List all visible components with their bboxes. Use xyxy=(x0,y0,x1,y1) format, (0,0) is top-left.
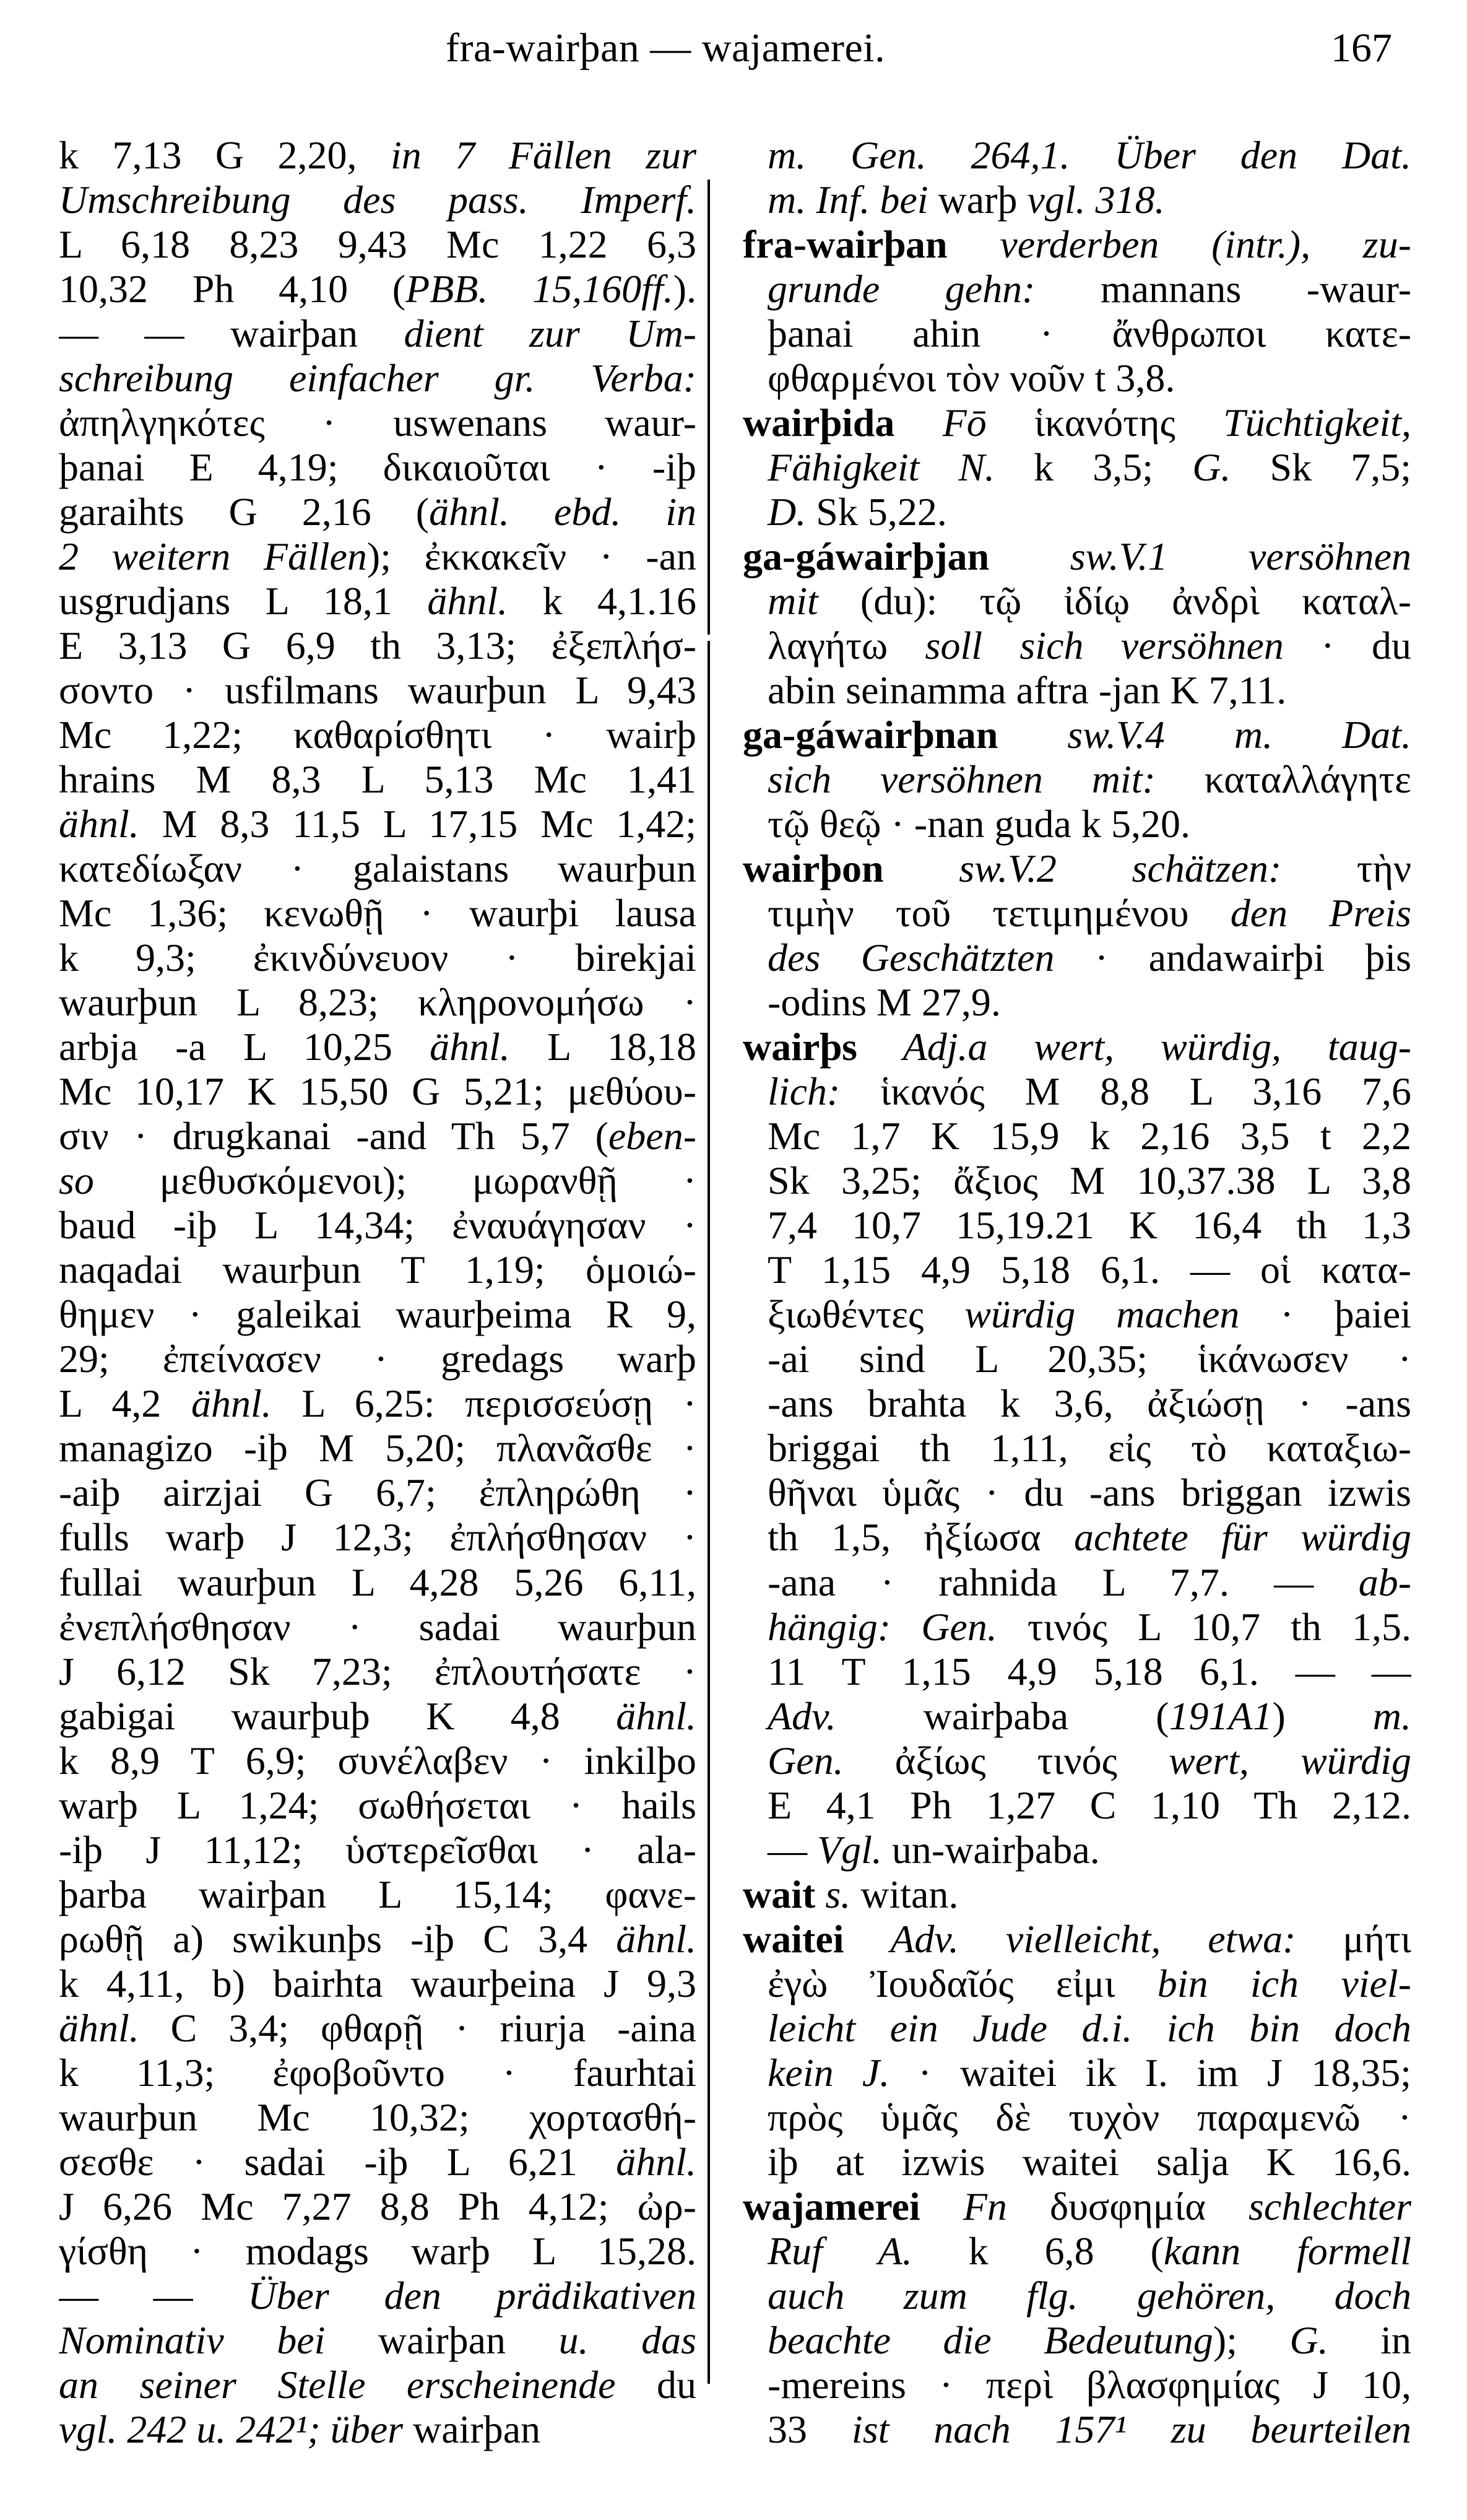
text-line xyxy=(59,356,696,401)
left-column xyxy=(59,133,696,2452)
dictionary-entry-line xyxy=(743,2184,1411,2229)
entry-text: iþ at izwis waitei salja K 16,6. xyxy=(768,2139,1411,2184)
headword: fra-wairþan xyxy=(743,222,948,267)
text-line xyxy=(743,1337,1411,1381)
dictionary-entry-line xyxy=(743,222,1411,267)
entry-text: -iþ J 11,12; ὑστερεῖσθαι · ala- xyxy=(59,1827,696,1872)
text-line xyxy=(59,222,696,267)
text-line xyxy=(743,1649,1411,1694)
entry-text: arbja -a L 10,25 xyxy=(59,1025,430,1069)
text-line xyxy=(59,534,696,579)
text-line xyxy=(743,668,1411,713)
text-line xyxy=(59,936,696,980)
entry-text: Vgl. xyxy=(817,1827,882,1872)
text-line xyxy=(743,2363,1411,2407)
entry-text: managizo -iþ M 5,20; πλανᾶσθε · xyxy=(59,1426,696,1471)
entry-text: L 4,2 xyxy=(59,1381,191,1426)
entry-text: hrains M 8,3 L 5,13 Mc 1,41 xyxy=(59,757,696,802)
entry-text: ἐγὼ Ἰουδαῖός εἰμι xyxy=(768,1961,1158,2005)
entry-text: Mc 1,7 K 15,9 k 2,16 3,5 t 2,2 xyxy=(768,1114,1411,1158)
text-line xyxy=(743,133,1411,178)
entry-text: dient zur Um- xyxy=(404,311,696,356)
entry-text: Gen. xyxy=(768,1738,844,1783)
text-line xyxy=(59,623,696,668)
text-line xyxy=(743,2229,1411,2274)
entry-text: vgl. 318. xyxy=(1027,178,1165,222)
entry-text: E 3,13 G 6,9 th 3,13; ἐξεπλήσ- xyxy=(59,623,696,668)
entry-text: beachte die Bedeutung xyxy=(768,2318,1213,2362)
entry-text: -mereins · περὶ βλασφημίας J 10, xyxy=(768,2362,1411,2407)
text-line xyxy=(743,1426,1411,1471)
header-title: fra-wairþan — wajamerei. xyxy=(446,25,886,71)
headword: wairþs xyxy=(743,1025,857,1069)
entry-text: · andawairþi þis xyxy=(1054,936,1411,980)
text-line xyxy=(743,2274,1411,2318)
text-line xyxy=(59,2407,696,2452)
text-line xyxy=(59,1872,696,1917)
entry-text: Mc 10,17 K 15,50 G 5,21; μεθύου- xyxy=(59,1069,696,1114)
dictionary-entry-line xyxy=(743,1872,1411,1917)
text-line xyxy=(59,579,696,623)
text-line xyxy=(59,1426,696,1471)
entry-text: m. Gen. 264,1. Über den Dat. xyxy=(768,133,1411,177)
entry-text: soll sich versöhnen xyxy=(925,623,1284,668)
entry-text: D. xyxy=(768,490,807,534)
text-line xyxy=(59,980,696,1025)
entry-text: — xyxy=(768,1827,817,1872)
entry-text: ἀπηλγηκότες · uswenans waur- xyxy=(59,401,696,445)
entry-text: þanai ahin · ἄνθρωποι κατε- xyxy=(768,311,1411,356)
entry-text: wairþaba ( xyxy=(836,1693,1169,1738)
headword: wait xyxy=(743,1872,816,1916)
text-line xyxy=(59,1515,696,1560)
headword: wajamerei xyxy=(743,2184,920,2228)
entry-text: φθαρμένοι τὸν νοῦν t 3,8. xyxy=(768,356,1175,401)
text-line xyxy=(59,1605,696,1649)
text-line xyxy=(743,1605,1411,1649)
text-line xyxy=(743,757,1411,802)
text-line xyxy=(743,1560,1411,1605)
entry-text: kann formell xyxy=(1163,2228,1411,2273)
entry-text: auch zum flg. gehören, doch xyxy=(768,2273,1411,2318)
entry-text: wairþan xyxy=(403,2407,541,2451)
entry-text: so xyxy=(59,1158,94,1203)
text-line xyxy=(59,1025,696,1069)
entry-text: -aiþ airzjai G 6,7; ἐπληρώθη · xyxy=(59,1471,696,1515)
entry-text: -ans brahta k 3,6, ἀξιώσῃ · -ans xyxy=(768,1381,1411,1426)
text-line xyxy=(743,1828,1411,1872)
dictionary-entry-line xyxy=(743,534,1411,579)
entry-text: sw.V.2 schätzen: xyxy=(883,846,1282,891)
entry-text: ähnl. ebd. in xyxy=(429,490,696,534)
entry-text: · þaiei xyxy=(1239,1292,1411,1337)
text-line xyxy=(59,891,696,936)
entry-text: ähnl. xyxy=(616,2139,696,2184)
page-number: 167 xyxy=(1331,25,1392,71)
text-line xyxy=(59,1069,696,1114)
entry-text: baud -iþ L 14,34; ἐναυάγησαν · xyxy=(59,1203,696,1248)
entry-text: Mc 1,22; καθαρίσθητι · wairþ xyxy=(59,713,696,757)
entry-text: in xyxy=(1328,2318,1411,2362)
text-line xyxy=(59,2229,696,2274)
entry-text: garaihts G 2,16 ( xyxy=(59,490,430,534)
entry-text: witan. xyxy=(850,1872,959,1916)
entry-text: k 7,13 G 2,20, xyxy=(59,133,391,177)
text-line xyxy=(59,1203,696,1248)
text-line xyxy=(743,1292,1411,1337)
entry-text: th 1,5, ἠξίωσα xyxy=(768,1515,1074,1560)
entry-text: un-wairþaba. xyxy=(881,1827,1100,1872)
entry-text: 191A1 xyxy=(1169,1693,1273,1738)
text-line xyxy=(59,2051,696,2095)
entry-text: fulls warþ J 12,3; ἐπλήσθησαν · xyxy=(59,1515,696,1560)
entry-text: — — wairþan xyxy=(59,311,404,356)
text-line xyxy=(59,1828,696,1872)
text-line xyxy=(743,980,1411,1025)
entry-text: k 9,3; ἐκινδύνευον · birekjai xyxy=(59,936,696,980)
text-line xyxy=(59,490,696,534)
entry-text: 33 xyxy=(768,2407,852,2451)
text-line xyxy=(59,2140,696,2184)
text-line xyxy=(743,490,1411,534)
entry-text: E 4,1 Ph 1,27 C 1,10 Th 2,12. xyxy=(768,1783,1411,1827)
text-line xyxy=(59,713,696,757)
entry-text: Mc 1,36; κενωθῇ · waurþi lausa xyxy=(59,891,696,936)
entry-text: ähnl. xyxy=(191,1381,272,1426)
entry-text: κατεδίωξαν · galaistans waurþun xyxy=(59,846,696,891)
text-line xyxy=(59,2363,696,2407)
entry-text: þarba wairþan L 15,14; φανε- xyxy=(59,1872,696,1916)
entry-text: L 6,25: περισσεύσῃ · xyxy=(271,1381,696,1426)
entry-text: in 7 Fällen zur xyxy=(391,133,696,177)
running-header xyxy=(0,25,1467,93)
text-line xyxy=(59,445,696,490)
entry-text: -ai sind L 20,35; ἱκάνωσεν · xyxy=(768,1337,1411,1381)
dictionary-entry-line xyxy=(743,401,1411,445)
entry-text: PBB. 15,160ff. xyxy=(405,267,673,311)
text-line xyxy=(59,267,696,311)
entry-text: τινός L 10,7 th 1,5. xyxy=(997,1604,1411,1649)
dictionary-entry-line xyxy=(743,1025,1411,1069)
entry-text: bin ich viel- xyxy=(1157,1961,1411,2005)
text-line xyxy=(59,178,696,222)
entry-text: τῷ θεῷ · -nan guda k 5,20. xyxy=(768,802,1190,846)
text-line xyxy=(59,846,696,891)
entry-text: abin seinamma aftra -jan K 7,11. xyxy=(768,668,1287,713)
entry-text: schreibung einfacher gr. Verba: xyxy=(59,356,696,401)
text-line xyxy=(743,1962,1411,2006)
text-line xyxy=(59,668,696,713)
text-line xyxy=(59,1381,696,1426)
text-line xyxy=(59,1560,696,1605)
entry-text: · waitei ik I. im J 18,35; xyxy=(889,2050,1411,2095)
entry-text: eben- xyxy=(608,1114,696,1158)
text-line xyxy=(59,311,696,356)
text-line xyxy=(743,1381,1411,1426)
entry-text: waurþun Mc 10,32; χορτασθή- xyxy=(59,2095,696,2139)
entry-text: Umschreibung des pass. Imperf. xyxy=(59,178,696,222)
entry-text: wert, würdig xyxy=(1169,1738,1411,1783)
entry-text: sw.V.1 versöhnen xyxy=(989,534,1411,579)
entry-text: verderben (intr.), zu- xyxy=(947,222,1411,267)
headword: ga-gáwairþnan xyxy=(743,713,998,757)
text-line xyxy=(59,1783,696,1828)
entry-text: Ruf A. xyxy=(768,2228,912,2273)
entry-text: ähnl. xyxy=(59,802,139,846)
entry-text: ist nach 157¹ zu beurteilen xyxy=(851,2407,1411,2451)
entry-text: δυσφημία xyxy=(1006,2184,1249,2228)
text-line xyxy=(743,579,1411,623)
entry-text: usgrudjans L 18,1 xyxy=(59,579,428,623)
entry-text: u. das xyxy=(558,2318,696,2362)
entry-text: Fn xyxy=(920,2184,1007,2228)
text-line xyxy=(59,1337,696,1381)
entry-text: hängig: Gen. xyxy=(768,1604,997,1649)
entry-text: ρωθῇ a) swikunþs -iþ C 3,4 xyxy=(59,1916,617,1961)
text-line xyxy=(743,1114,1411,1158)
entry-text: G. xyxy=(1289,2318,1328,2362)
entry-text: k 4,1.16 xyxy=(508,579,696,623)
entry-text: Nominativ bei xyxy=(59,2318,326,2362)
text-line xyxy=(743,1248,1411,1292)
entry-text: -odins M 27,9. xyxy=(768,980,1001,1025)
entry-text: C 3,4; φθαρῇ · riurja -aina xyxy=(139,2005,696,2050)
entry-text: s. xyxy=(815,1872,851,1916)
entry-text: · du xyxy=(1283,623,1411,668)
entry-text: waurþun L 8,23; κληρονομήσω · xyxy=(59,980,696,1025)
text-line xyxy=(743,1739,1411,1783)
entry-text: Fähigkeit N. xyxy=(768,445,995,490)
entry-text: μεθυσκόμενοι); μωρανθῇ · xyxy=(93,1158,696,1203)
entry-text: mit xyxy=(768,579,818,623)
text-line xyxy=(743,178,1411,222)
entry-text: M 8,3 11,5 L 17,15 Mc 1,42; xyxy=(139,802,696,846)
entry-text: (du): τῷ ἰδίῳ ἀνδρὶ καταλ- xyxy=(818,579,1411,623)
entry-text: lich: xyxy=(768,1069,841,1114)
text-line xyxy=(59,2318,696,2363)
entry-text: des Geschätzten xyxy=(768,936,1055,980)
entry-text: 29; ἐπείνασεν · gredags warþ xyxy=(59,1337,696,1381)
text-line xyxy=(59,757,696,802)
entry-text: Sk 5,22. xyxy=(806,490,947,534)
text-line xyxy=(743,1471,1411,1515)
entry-text: sw.V.4 m. Dat. xyxy=(998,713,1411,757)
text-line xyxy=(59,1917,696,1962)
text-line xyxy=(743,802,1411,846)
text-line xyxy=(743,2407,1411,2452)
entry-text: du xyxy=(615,2362,696,2407)
entry-text: L 18,18 xyxy=(509,1025,696,1069)
text-line xyxy=(743,1694,1411,1739)
divider-segment xyxy=(708,641,710,2384)
text-line xyxy=(743,1203,1411,1248)
text-line xyxy=(59,401,696,445)
entry-text: λαγήτω xyxy=(768,623,925,668)
right-column xyxy=(743,133,1411,2452)
entry-text: ähnl. xyxy=(430,1025,510,1069)
entry-text: naqadai waurþun T 1,19; ὁμοιώ- xyxy=(59,1248,696,1292)
entry-text: σιν · drugkanai -and Th 5,7 ( xyxy=(59,1114,608,1158)
text-line xyxy=(59,1471,696,1515)
text-line xyxy=(743,1158,1411,1203)
entry-text: ähnl. xyxy=(616,1693,696,1738)
entry-text: m. Inf. bei xyxy=(768,178,928,222)
entry-text: leicht ein Jude d.i. ich bin doch xyxy=(768,2005,1411,2050)
entry-text: ἱκανός M 8,8 L 3,16 7,6 xyxy=(840,1069,1411,1114)
text-line xyxy=(59,1248,696,1292)
headword: waitei xyxy=(743,1916,844,1961)
entry-text: warþ L 1,24; σωθήσεται · hails xyxy=(59,1783,696,1827)
text-line xyxy=(59,2095,696,2140)
text-line xyxy=(59,802,696,846)
entry-text: πρὸς ὑμᾶς δὲ τυχὸν παραμενῶ · xyxy=(768,2095,1411,2139)
entry-text: Adj.a wert, würdig, taug- xyxy=(857,1025,1411,1069)
entry-text: Sk 3,25; ἄξιος M 10,37.38 L 3,8 xyxy=(768,1158,1411,1203)
entry-text: warþ xyxy=(928,178,1028,222)
text-line xyxy=(743,2318,1411,2363)
text-line xyxy=(743,356,1411,401)
headword: wairþida xyxy=(743,401,895,445)
entry-text: mannans -waur- xyxy=(1035,267,1411,311)
entry-text: gabigai waurþuþ K 4,8 xyxy=(59,1693,617,1738)
entry-text: σοντο · usfilmans waurþun L 9,43 xyxy=(59,668,696,713)
entry-text: vgl. 242 u. 242¹; über xyxy=(59,2407,403,2451)
text-line xyxy=(59,1962,696,2006)
text-line xyxy=(59,1649,696,1694)
entry-text: ἀξίως τινός xyxy=(843,1738,1169,1783)
dictionary-entry-line xyxy=(743,1917,1411,1962)
entry-text: m. xyxy=(1372,1693,1411,1738)
entry-text: τὴν xyxy=(1281,846,1411,891)
entry-text: Adv. vielleicht, etwa: xyxy=(844,1916,1296,1961)
entry-text: Tüchtigkeit, xyxy=(1223,401,1411,445)
entry-text: θῆναι ὑμᾶς · du -ans briggan izwis xyxy=(768,1471,1411,1515)
entry-text: J 6,26 Mc 7,27 8,8 Ph 4,12; ὠρ- xyxy=(59,2184,696,2228)
headword: ga-gáwairþjan xyxy=(743,534,990,579)
text-line xyxy=(59,1158,696,1203)
text-line xyxy=(743,1069,1411,1114)
entry-text: sich versöhnen mit: xyxy=(768,757,1156,802)
entry-text: J 6,12 Sk 7,23; ἐπλουτήσατε · xyxy=(59,1649,696,1693)
text-line xyxy=(59,2184,696,2229)
text-line xyxy=(743,445,1411,490)
entry-text: k 3,5; xyxy=(995,445,1193,490)
text-line xyxy=(743,2006,1411,2051)
entry-text: — — xyxy=(59,2273,248,2318)
entry-text: ξιωθέντες xyxy=(768,1292,965,1337)
text-line xyxy=(59,1739,696,1783)
entry-text: schlechter xyxy=(1248,2184,1411,2228)
entry-text: 2 weitern Fällen xyxy=(59,534,367,579)
entry-text: σεσθε · sadai -iþ L 6,21 xyxy=(59,2139,617,2184)
entry-text: ); xyxy=(1213,2318,1290,2362)
entry-text: L 6,18 8,23 9,43 Mc 1,22 6,3 xyxy=(59,222,696,267)
text-line xyxy=(59,1694,696,1739)
entry-text: ähnl. xyxy=(427,579,508,623)
entry-text: ähnl. xyxy=(59,2005,139,2050)
divider-segment xyxy=(708,180,710,635)
entry-text: 11 T 1,15 4,9 5,18 6,1. — — xyxy=(768,1649,1411,1693)
text-line xyxy=(743,891,1411,936)
entry-text: γίσθη · modags warþ L 15,28. xyxy=(59,2228,696,2273)
text-line xyxy=(743,936,1411,980)
entry-text: ἐνεπλήσθησαν · sadai waurþun xyxy=(59,1604,696,1649)
entry-text: k 6,8 ( xyxy=(912,2228,1164,2273)
entry-text: achtete für würdig xyxy=(1073,1515,1411,1560)
entry-text: kein J. xyxy=(768,2050,890,2095)
entry-text: Über den prädikativen xyxy=(248,2273,696,2318)
entry-text: den Preis xyxy=(1230,891,1411,936)
text-line xyxy=(59,1292,696,1337)
entry-text: þanai E 4,19; δικαιοῦται · -iþ xyxy=(59,445,696,490)
entry-text: -ana · rahnida L 7,7. — xyxy=(768,1560,1359,1604)
entry-text: T 1,15 4,9 5,18 6,1. — οἱ κατα- xyxy=(768,1248,1411,1292)
entry-text: θημεν · galeikai waurþeima R 9, xyxy=(59,1292,696,1337)
text-line xyxy=(743,2095,1411,2140)
entry-text: an seiner Stelle erscheinende xyxy=(59,2362,616,2407)
text-line xyxy=(743,311,1411,356)
entry-text: fullai waurþun L 4,28 5,26 6,11, xyxy=(59,1560,696,1604)
entry-text: würdig machen xyxy=(964,1292,1240,1337)
entry-text: k 11,3; ἐφοβοῦντο · faurhtai xyxy=(59,2050,696,2095)
dictionary-entry-line xyxy=(743,713,1411,757)
entry-text: grunde gehn: xyxy=(768,267,1036,311)
entry-text: 10,32 Ph 4,10 ( xyxy=(59,267,406,311)
text-line xyxy=(743,1515,1411,1560)
entry-text: μήτι xyxy=(1296,1916,1411,1961)
entry-text: ab- xyxy=(1358,1560,1411,1604)
text-line xyxy=(59,2274,696,2318)
entry-text: Sk 7,5; xyxy=(1231,445,1411,490)
text-line xyxy=(59,133,696,178)
text-line xyxy=(743,623,1411,668)
text-line xyxy=(743,267,1411,311)
entry-text: τιμὴν τοῦ τετιμημένου xyxy=(768,891,1231,936)
entry-text: k 8,9 T 6,9; συνέλαβεν · inkilþo xyxy=(59,1738,696,1783)
entry-text: ἱκανότης xyxy=(986,401,1224,445)
entry-text: ähnl. xyxy=(616,1916,696,1961)
entry-text: καταλλάγητε xyxy=(1155,757,1411,802)
entry-text: Fō xyxy=(894,401,987,445)
entry-text: 7,4 10,7 15,19.21 K 16,4 th 1,3 xyxy=(768,1203,1411,1248)
entry-text: ) xyxy=(1272,1693,1373,1738)
entry-text: ). xyxy=(673,267,696,311)
entry-text: ); ἐκκακεῖν · -an xyxy=(366,534,696,579)
dictionary-entry-line xyxy=(743,846,1411,891)
entry-text: G. xyxy=(1192,445,1231,490)
entry-text: wairþan xyxy=(325,2318,559,2362)
headword: wairþon xyxy=(743,846,884,891)
text-line xyxy=(59,2006,696,2051)
text-line xyxy=(743,2051,1411,2095)
entry-text: briggai th 1,11, εἰς τὸ καταξιω- xyxy=(768,1426,1411,1471)
text-line xyxy=(59,1114,696,1158)
entry-text: k 4,11, b) bairhta waurþeina J 9,3 xyxy=(59,1961,696,2005)
entry-text: Adv. xyxy=(768,1693,836,1738)
text-line xyxy=(743,1783,1411,1828)
text-line xyxy=(743,2140,1411,2184)
